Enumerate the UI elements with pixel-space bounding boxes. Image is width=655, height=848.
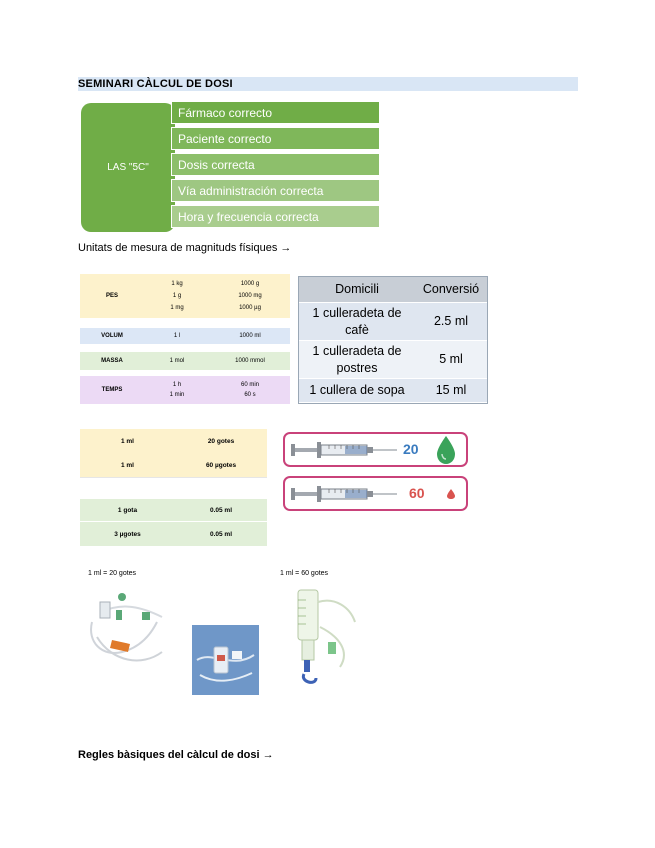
drop-icon [435, 435, 457, 465]
unit-name: MASSA [101, 358, 123, 364]
unit-value: 1000 mg [238, 293, 262, 299]
domicili-table [298, 276, 488, 404]
unit-name: PES [105, 293, 118, 299]
table-row [80, 274, 290, 318]
table-cell: 15 ml [435, 383, 467, 397]
unit-value: 1000 ml [239, 333, 261, 339]
table-row [80, 477, 267, 500]
syringe-icon [289, 436, 399, 464]
table-cell: 1 ml [120, 461, 134, 469]
table-header-row [299, 277, 487, 303]
unit-value: 60 s [244, 392, 256, 398]
table-row [80, 521, 267, 546]
syringe-card-20 [283, 432, 468, 467]
syringe-value: 20 [403, 441, 419, 457]
page-title: SEMINARI CÀLCUL DE DOSI [78, 78, 233, 90]
table-cell: 1 culleradeta de postres [312, 343, 402, 375]
burette-set-image [280, 582, 360, 692]
unit-value: 1 kg [171, 281, 183, 287]
table-row [80, 499, 267, 521]
table-cell: 20 gotes [207, 437, 235, 445]
column-header: Domicili [335, 282, 379, 296]
small-drop-icon [445, 488, 457, 500]
syringe-card-60 [283, 476, 468, 511]
table-row [80, 376, 290, 404]
caption-right: 1 ml = 60 gotes [280, 570, 329, 577]
table-row [299, 379, 487, 403]
unit-value: 1 mg [170, 305, 184, 311]
unit-value: 1000 g [240, 281, 260, 287]
table-cell: 2.5 ml [433, 314, 469, 328]
unit-name: TEMPS [101, 387, 123, 393]
unit-value: 1 h [172, 382, 182, 388]
fivec-item: Paciente correcto [171, 127, 380, 150]
fivec-item: Fármaco correcto [171, 101, 380, 124]
drops-table [80, 429, 267, 545]
unit-value: 1 min [169, 392, 185, 398]
unit-value: 1000 mmol [235, 358, 265, 364]
unit-value: 60 min [240, 382, 259, 388]
table-cell: 1 gota [117, 506, 138, 514]
caption-left: 1 ml = 20 gotes [88, 570, 137, 577]
unit-value: 1000 µg [239, 305, 261, 311]
table-cell: 60 µgotes [205, 461, 237, 469]
fivec-label: LAS "5C" [107, 162, 149, 173]
table-cell: 1 ml [120, 437, 134, 445]
table-cell: 1 cullera de sopa [309, 383, 405, 397]
unit-value: 1 mol [169, 358, 185, 364]
syringe-value: 60 [409, 485, 425, 501]
fivec-item: Dosis correcta [171, 153, 380, 176]
table-row [299, 341, 487, 379]
table-row [80, 453, 267, 477]
units-heading: Unitats de mesura de magnituds físiques → [78, 242, 292, 254]
syringe-icon [289, 480, 399, 508]
dropper-photo [192, 625, 259, 695]
unit-value: 1 l [173, 333, 181, 339]
table-row [80, 328, 290, 344]
fivec-item: Vía administración correcta [171, 179, 380, 202]
table-cell: 0.05 ml [209, 530, 233, 538]
fivec-item: Hora y frecuencia correcta [171, 205, 380, 228]
table-row [299, 303, 487, 341]
table-cell: 5 ml [439, 352, 463, 366]
column-header: Conversió [422, 282, 480, 296]
table-row [80, 429, 267, 453]
table-row [80, 352, 290, 370]
infusion-set-image [82, 582, 172, 672]
table-cell: 0.05 ml [209, 506, 233, 514]
rules-heading: Regles bàsiques del càlcul de dosi → [78, 749, 274, 761]
table-cell: 1 culleradeta de cafè [312, 305, 402, 337]
table-cell: 3 µgotes [114, 530, 141, 538]
unit-name: VOLUM [101, 333, 123, 339]
unit-value: 1 g [172, 293, 182, 299]
units-table [80, 274, 290, 404]
